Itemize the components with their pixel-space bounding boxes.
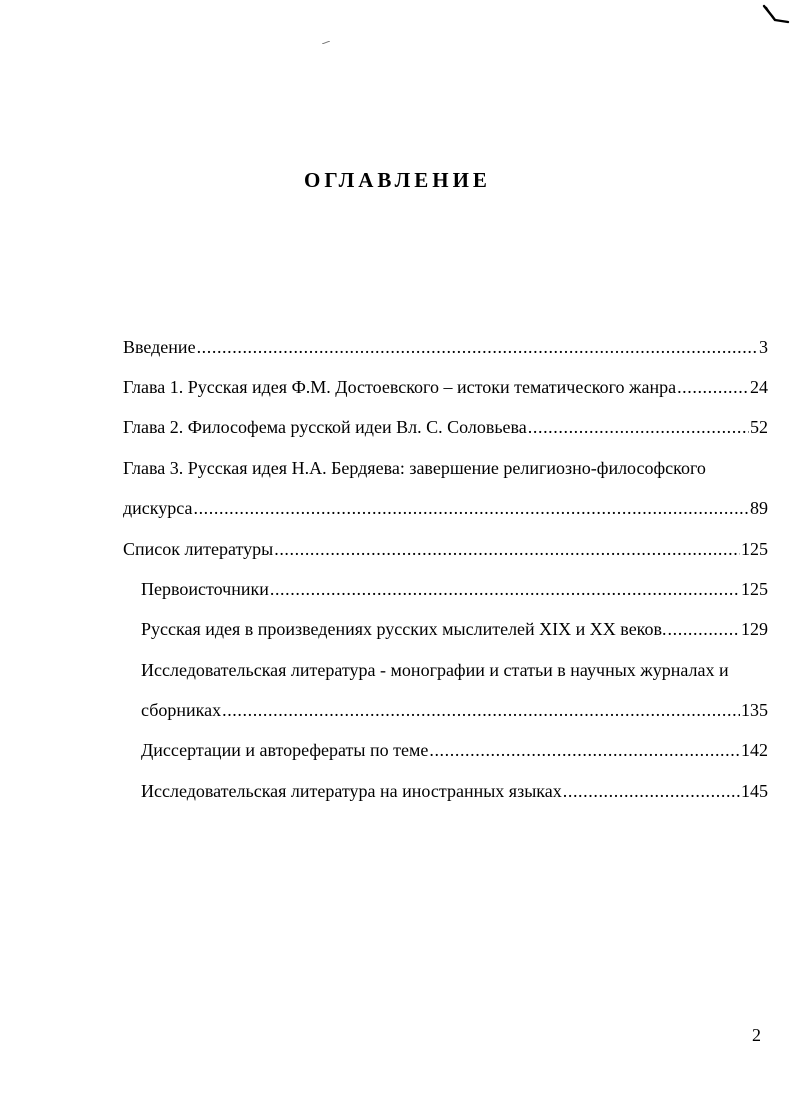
toc-entry-page: 125 [741,539,768,559]
toc-entry-chapter-1[interactable] [123,376,768,398]
toc-entry-page: 125 [741,579,768,599]
toc-entry-page: 52 [750,417,768,437]
toc-entry-label: дискурса [123,498,193,518]
toc-entry-dissertations[interactable] [141,739,768,761]
toc-entry-label: Исследовательская литература на иностранных языках [141,781,562,801]
toc-entry-label: Русская идея в произведениях русских мыслителей XIX и XX веков. [141,619,667,639]
toc-entry-chapter-3-line-1[interactable]: Глава 3. Русская идея Н.А. Бердяева: завершение религиозно-философского [123,458,706,478]
toc-leader-dots [197,336,758,358]
check-mark-icon [762,4,790,24]
toc-entry-foreign-literature[interactable] [141,780,768,802]
toc-leader-dots [222,699,740,721]
toc-entry-label: Введение [123,337,196,357]
toc-entry-chapter-2[interactable] [123,416,768,438]
toc-entry-russian-idea-works[interactable] [141,618,768,640]
toc-leader-dots [677,376,749,398]
toc-entry-label: Первоисточники [141,579,269,599]
toc-leader-dots [668,618,740,640]
toc-entry-chapter-3[interactable] [123,497,768,519]
toc-entry-page: 135 [741,700,768,720]
toc-entry-page: 145 [741,781,768,801]
toc-entry-page: 142 [741,740,768,760]
toc-entry-intro[interactable] [123,336,768,358]
toc-leader-dots [270,578,740,600]
toc-leader-dots [274,538,740,560]
page-title: ОГЛАВЛЕНИЕ [304,168,491,192]
toc-entry-label: Глава 2. Философема русской идеи Вл. С. Соловьева [123,417,527,437]
toc-entry-primary-sources[interactable] [141,578,768,600]
toc-entry-label: Диссертации и авторефераты по теме [141,740,429,760]
toc-leader-dots [563,780,740,802]
toc-entry-research-literature[interactable] [141,699,768,721]
toc-entry-label: Список литературы [123,539,274,559]
toc-leader-dots [429,739,740,761]
toc-entry-page: 89 [750,498,768,518]
toc-entry-page: 3 [759,337,768,357]
toc-entry-research-literature-line-1[interactable]: Исследовательская литература - монографии и статьи в научных журналах и [141,660,729,680]
toc-entry-page: 24 [750,377,768,397]
toc-entry-label: Глава 1. Русская идея Ф.М. Достоевского – истоки тематического жанра [123,377,677,397]
toc-entry-literature[interactable] [123,538,768,560]
scan-speck-icon [322,41,330,44]
page-number: 2 [752,1025,761,1045]
toc-leader-dots [528,416,749,438]
toc-leader-dots [193,497,749,519]
toc-entry-label: сборниках [141,700,222,720]
toc-entry-page: 129 [741,619,768,639]
